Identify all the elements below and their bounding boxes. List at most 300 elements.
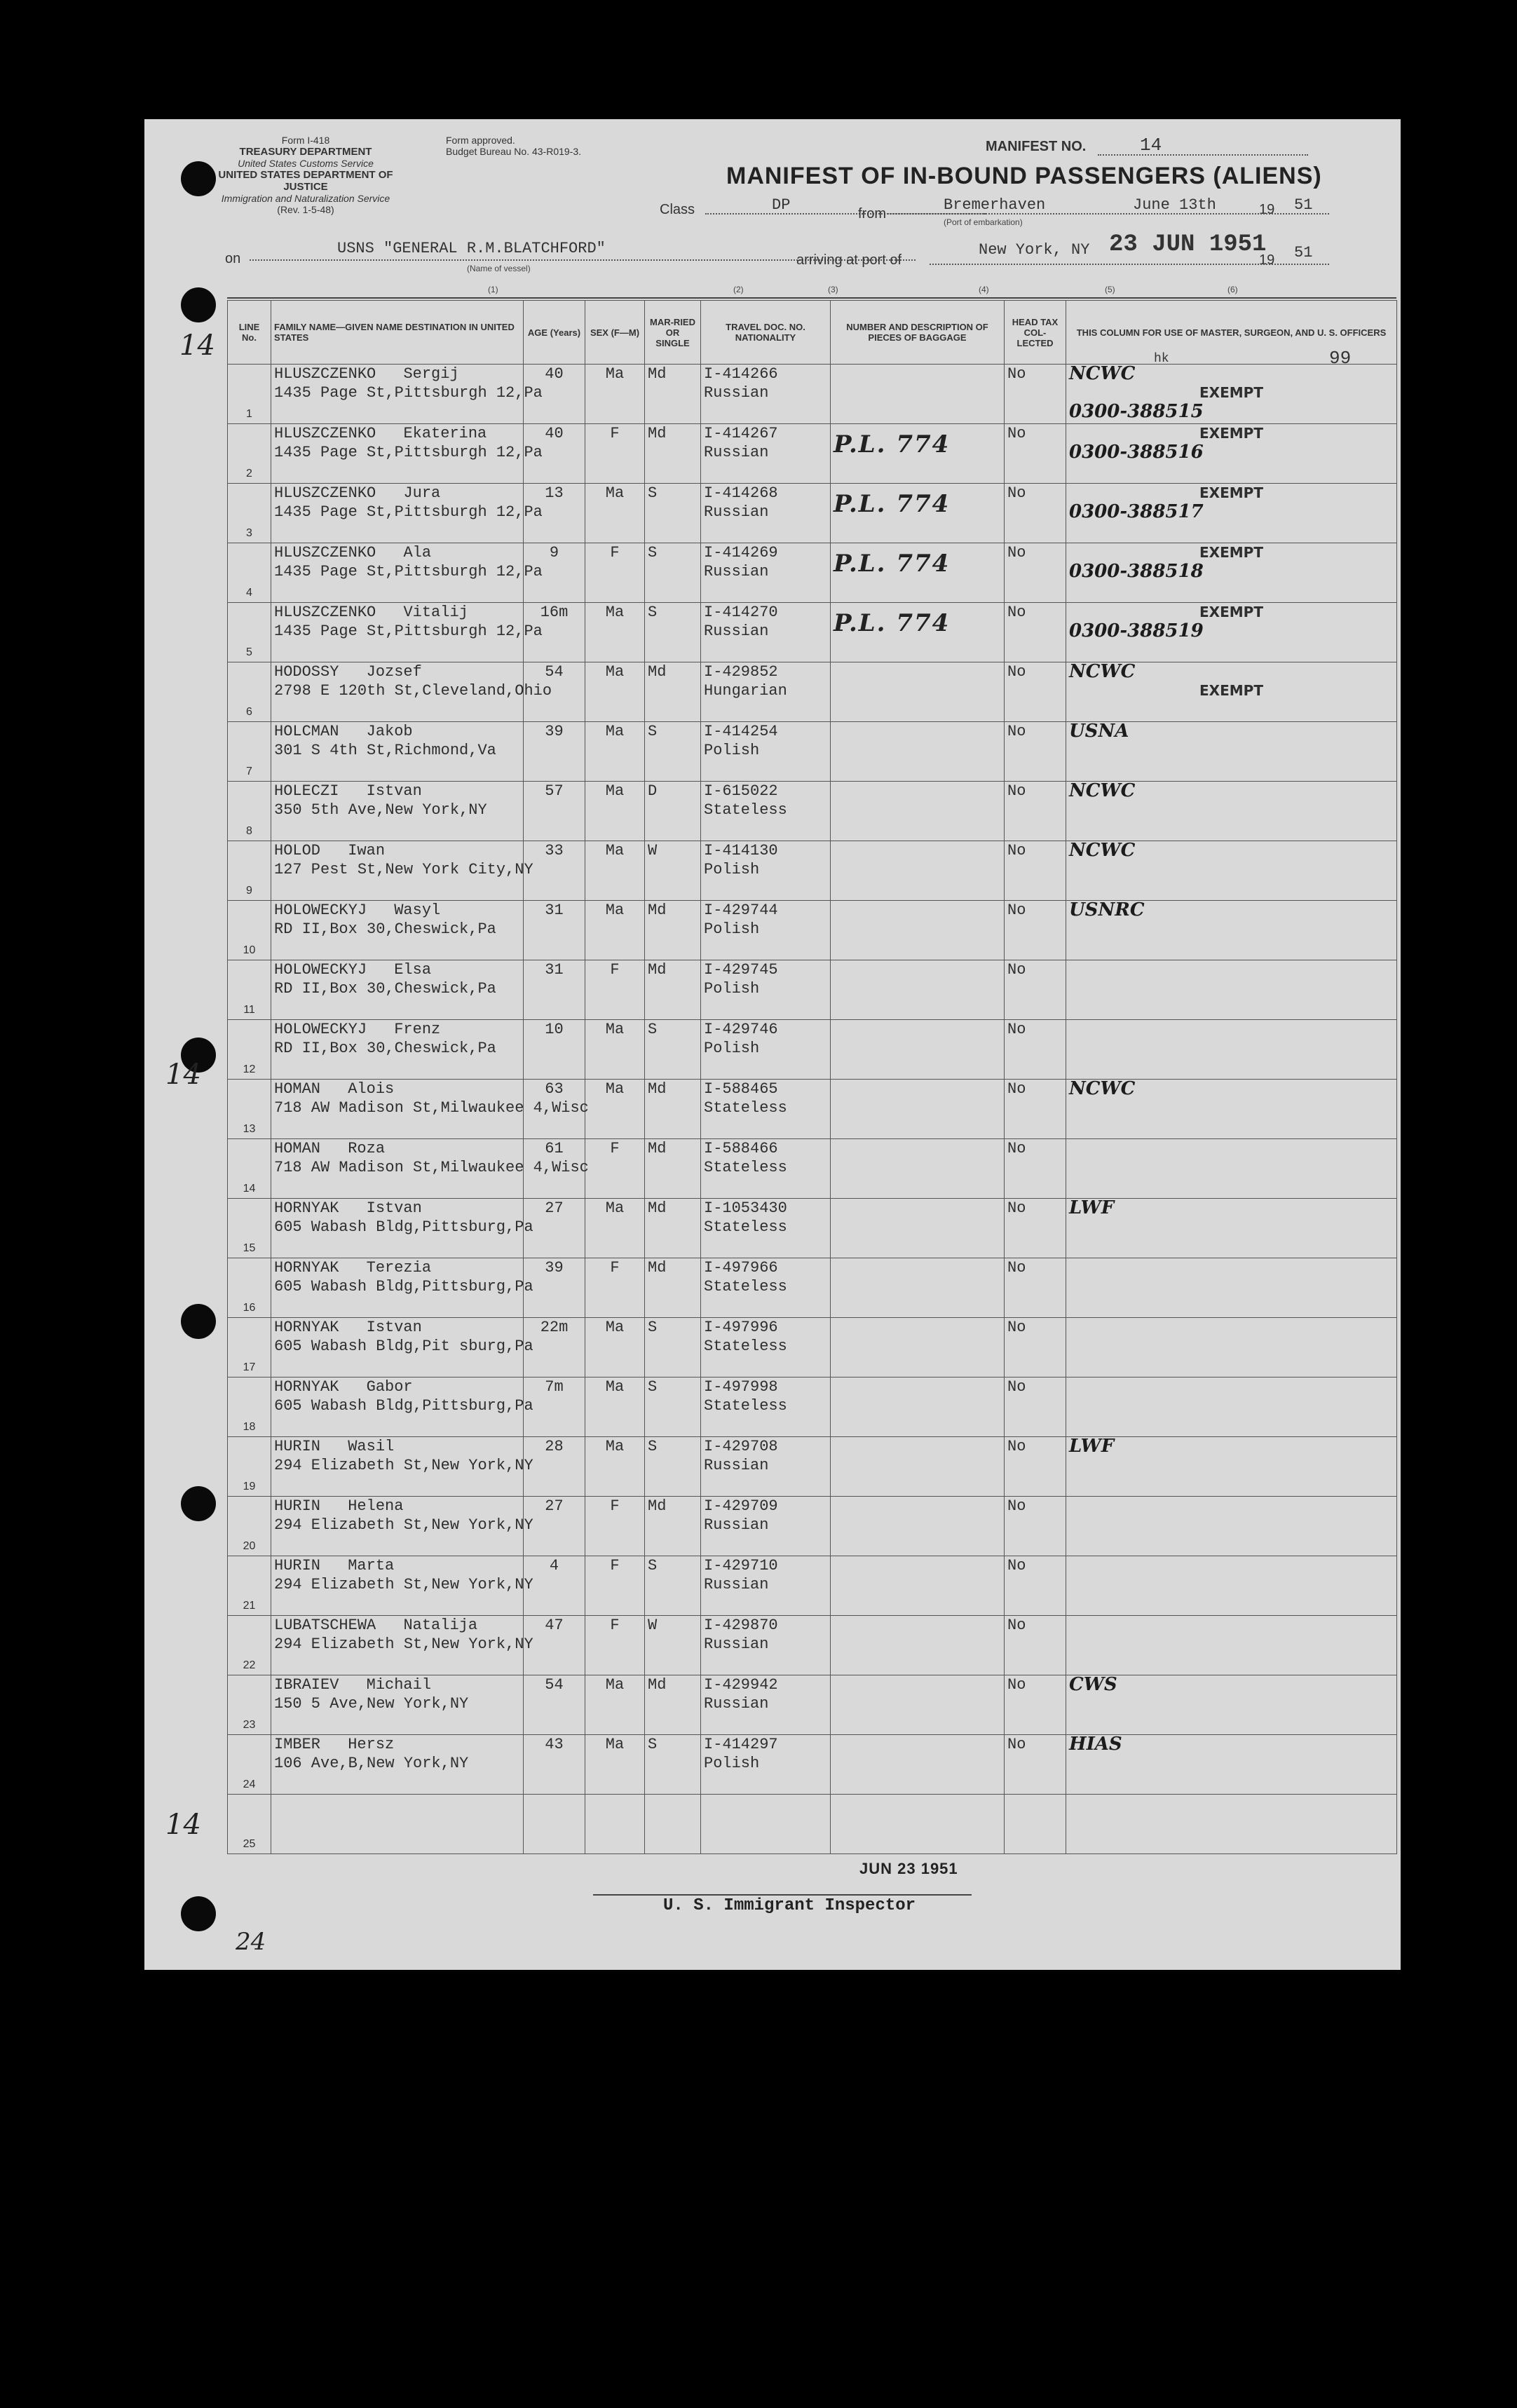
from-label: from: [858, 206, 886, 222]
line-number: 17: [228, 1318, 271, 1378]
officer-cell: [1066, 1735, 1397, 1795]
sex-cell: Ma: [585, 1080, 645, 1139]
doc-cell: [701, 1080, 831, 1139]
married-cell: S: [645, 603, 701, 662]
line-number: 5: [228, 603, 271, 662]
head-tax-cell: No: [1005, 1675, 1066, 1735]
given-name: Terezia: [366, 1259, 432, 1277]
family-name: IBRAIEV: [274, 1676, 339, 1694]
destination: 718 AW Madison St,Milwaukee 4,Wisc: [274, 1159, 589, 1176]
travel-doc-no: I-497998: [704, 1378, 778, 1396]
travel-doc-no: I-615022: [704, 782, 778, 800]
baggage-note: [834, 722, 1001, 733]
table-row: [228, 1199, 1397, 1258]
destination: 294 Elizabeth St,New York,NY: [274, 1516, 533, 1534]
age-cell: 4: [524, 1556, 585, 1616]
baggage-note: [834, 1080, 1001, 1091]
married-cell: Md: [645, 662, 701, 722]
family-name: HLUSZCZENKO: [274, 544, 376, 562]
hk-label: hk: [1154, 352, 1169, 366]
head-tax-cell: No: [1005, 901, 1066, 960]
given-name: Sergij: [403, 365, 459, 383]
nationality: Stateless: [704, 1159, 787, 1176]
head-tax-cell: No: [1005, 603, 1066, 662]
nationality: Russian: [704, 1695, 769, 1713]
given-name: Ala: [403, 544, 432, 562]
nationality: Russian: [704, 1516, 769, 1534]
given-name: Wasyl: [394, 902, 441, 919]
given-name: Michail: [366, 1676, 432, 1694]
hk-value: 99: [1329, 348, 1352, 369]
arrival-year-prefix: 19: [1259, 252, 1275, 268]
age-cell: 10: [524, 1020, 585, 1080]
name-cell: [271, 424, 543, 484]
nationality: Polish: [704, 1755, 760, 1772]
date-value: June 13th: [1133, 196, 1216, 214]
officer-cell: [1066, 1795, 1397, 1854]
head-tax-cell: No: [1005, 484, 1066, 543]
given-name: Elsa: [394, 961, 432, 979]
married-cell: S: [645, 484, 701, 543]
destination: RD II,Box 30,Cheswick,Pa: [274, 920, 496, 938]
manifest-no-value: 14: [1140, 135, 1162, 156]
officer-exempt: EXEMPT: [1199, 544, 1263, 561]
travel-doc-no: I-414254: [704, 723, 778, 740]
line-number: 20: [228, 1497, 271, 1556]
travel-doc-no: I-497966: [704, 1259, 778, 1277]
married-cell: Md: [645, 1199, 701, 1258]
officer-cell: [1066, 1497, 1397, 1556]
married-cell: [645, 1795, 701, 1854]
officer-agency: CWS: [1069, 1674, 1117, 1695]
head-tax-cell: No: [1005, 365, 1066, 424]
agency-justice: UNITED STATES DEPARTMENT OF JUSTICE: [218, 169, 393, 193]
table-row: [228, 960, 1397, 1020]
head-tax-cell: No: [1005, 1378, 1066, 1437]
name-cell: [271, 365, 543, 424]
line-number: 2: [228, 424, 271, 484]
officer-number: 0300-388519: [1069, 620, 1204, 641]
officer-agency: LWF: [1069, 1197, 1115, 1218]
baggage-cell: [831, 1616, 1005, 1675]
baggage-cell: [831, 1735, 1005, 1795]
punch-hole: [181, 1486, 216, 1521]
baggage-cell: [831, 1497, 1005, 1556]
family-name: HODOSSY: [274, 663, 339, 681]
form-number: Form I-418: [281, 135, 330, 146]
travel-doc-no: I-429870: [704, 1617, 778, 1634]
age-cell: 54: [524, 662, 585, 722]
baggage-cell: [831, 603, 1005, 662]
age-cell: 40: [524, 365, 585, 424]
destination: 718 AW Madison St,Milwaukee 4,Wisc: [274, 1099, 589, 1117]
officer-agency: USNA: [1069, 721, 1129, 742]
table-row: [228, 365, 1397, 424]
nationality: Russian: [704, 563, 769, 580]
destination: 127 Pest St,New York City,NY: [274, 861, 533, 878]
sex-cell: Ma: [585, 603, 645, 662]
baggage-cell: [831, 1020, 1005, 1080]
doc-cell: [701, 1318, 831, 1378]
head-tax-cell: No: [1005, 543, 1066, 603]
age-cell: 27: [524, 1497, 585, 1556]
baggage-cell: [831, 782, 1005, 841]
baggage-cell: [831, 1318, 1005, 1378]
table-row: [228, 722, 1397, 782]
travel-doc-no: I-1053430: [704, 1199, 787, 1217]
line-number: 10: [228, 901, 271, 960]
agency-treasury: TREASURY DEPARTMENT: [239, 146, 372, 158]
margin-note-bottom: 14: [165, 1809, 201, 1841]
destination: 301 S 4th St,Richmond,Va: [274, 742, 496, 759]
baggage-note: [834, 901, 1001, 912]
line-number: 13: [228, 1080, 271, 1139]
officer-cell: [1066, 1437, 1397, 1497]
family-name: HOLOWECKYJ: [274, 902, 367, 919]
nationality: Stateless: [704, 1397, 787, 1415]
officer-cell: [1066, 722, 1397, 782]
name-cell: [271, 1378, 533, 1437]
given-name: Wasil: [348, 1438, 395, 1455]
travel-doc-no: I-414297: [704, 1736, 778, 1753]
col-header-sex: SEX (F—M): [585, 301, 645, 365]
given-name: Jozsef: [366, 663, 422, 681]
head-tax-cell: No: [1005, 1020, 1066, 1080]
given-name: Marta: [348, 1557, 395, 1574]
travel-doc-no: I-429852: [704, 663, 778, 681]
nationality: Stateless: [704, 1278, 787, 1295]
baggage-note: [834, 1139, 1001, 1150]
head-tax-cell: No: [1005, 1616, 1066, 1675]
age-cell: 7m: [524, 1378, 585, 1437]
baggage-note: [834, 1735, 1001, 1746]
manifest-sheet: [144, 119, 1401, 1970]
baggage-note: [834, 1199, 1001, 1210]
married-cell: W: [645, 841, 701, 901]
nationality: Polish: [704, 742, 760, 759]
passenger-table: [227, 300, 1397, 1854]
family-name: HLUSZCZENKO: [274, 484, 376, 502]
age-cell: 33: [524, 841, 585, 901]
age-cell: 47: [524, 1616, 585, 1675]
sex-cell: F: [585, 1497, 645, 1556]
arriving-label: arriving at port of: [796, 252, 902, 268]
nationality: Stateless: [704, 1338, 787, 1355]
baggage-cell: [831, 484, 1005, 543]
officer-agency: NCWC: [1069, 661, 1136, 682]
sex-cell: F: [585, 543, 645, 603]
age-cell: 39: [524, 1258, 585, 1318]
name-cell: [271, 1258, 533, 1318]
table-row: [228, 543, 1397, 603]
nationality: Russian: [704, 1576, 769, 1593]
nationality: Hungarian: [704, 682, 787, 700]
arrival-stamp: 23 JUN 1951: [1109, 231, 1267, 258]
vessel-name: USNS "GENERAL R.M.BLATCHFORD": [337, 240, 606, 257]
head-tax-cell: No: [1005, 1556, 1066, 1616]
officer-cell: [1066, 1318, 1397, 1378]
married-cell: S: [645, 543, 701, 603]
doc-cell: [701, 1020, 831, 1080]
baggage-note: [834, 1258, 1001, 1270]
officer-agency: HIAS: [1069, 1734, 1122, 1755]
name-cell: [271, 603, 543, 662]
baggage-cell: [831, 722, 1005, 782]
arrival-year: 51: [1294, 244, 1313, 261]
travel-doc-no: I-414130: [704, 842, 778, 859]
baggage-cell: [831, 960, 1005, 1020]
baggage-note: [834, 1437, 1001, 1448]
travel-doc-no: I-588465: [704, 1080, 778, 1098]
travel-doc-no: I-429746: [704, 1021, 778, 1038]
officer-agency: NCWC: [1069, 363, 1136, 384]
given-name: Gabor: [366, 1378, 413, 1396]
travel-doc-no: I-497996: [704, 1319, 778, 1336]
given-name: Istvan: [366, 782, 422, 800]
travel-doc-no: I-414268: [704, 484, 778, 502]
table-row: [228, 1378, 1397, 1437]
col-header-baggage: NUMBER AND DESCRIPTION OF PIECES OF BAGGAGE: [831, 301, 1005, 365]
baggage-note: [834, 1020, 1001, 1031]
married-cell: Md: [645, 960, 701, 1020]
name-cell: [271, 662, 552, 722]
destination: 605 Wabash Bldg,Pittsburg,Pa: [274, 1278, 533, 1295]
sex-cell: F: [585, 960, 645, 1020]
embark-note: (Port of embarkation): [944, 217, 1023, 227]
name-cell: [271, 543, 543, 603]
col-num-1: (1): [488, 285, 498, 294]
table-row: [228, 901, 1397, 960]
head-tax-cell: No: [1005, 960, 1066, 1020]
name-cell: [271, 1675, 524, 1735]
officer-agency: NCWC: [1069, 780, 1136, 801]
family-name: HOLOWECKYJ: [274, 961, 367, 979]
arrival-line: [930, 264, 1329, 265]
doc-cell: [701, 1199, 831, 1258]
given-name: Natalija: [403, 1617, 478, 1634]
baggage-note: [834, 1497, 1001, 1508]
family-name: HOLOWECKYJ: [274, 1021, 367, 1038]
head-tax-cell: No: [1005, 424, 1066, 484]
line-number: 24: [228, 1735, 271, 1795]
doc-cell: [701, 424, 831, 484]
travel-doc-no: I-429710: [704, 1557, 778, 1574]
agency-justice-sub: Immigration and Naturalization Service: [221, 193, 390, 204]
sex-cell: Ma: [585, 722, 645, 782]
col-header-age: AGE (Years): [524, 301, 585, 365]
married-cell: S: [645, 1020, 701, 1080]
married-cell: Md: [645, 365, 701, 424]
doc-cell: [701, 1139, 831, 1199]
table-row: [228, 1497, 1397, 1556]
baggage-note: [834, 1675, 1001, 1687]
name-cell: [271, 1199, 533, 1258]
line-number: 18: [228, 1378, 271, 1437]
margin-note-top: 14: [179, 329, 215, 362]
age-cell: 54: [524, 1675, 585, 1735]
officer-cell: [1066, 960, 1397, 1020]
baggage-note: [834, 1556, 1001, 1567]
name-cell: [271, 1020, 524, 1080]
doc-cell: [701, 841, 831, 901]
officer-number: 0300-388518: [1069, 561, 1204, 582]
married-cell: Md: [645, 1675, 701, 1735]
officer-cell: [1066, 543, 1397, 603]
manifest-no-line: [1098, 154, 1308, 156]
officer-cell: [1066, 603, 1397, 662]
table-row: [228, 1675, 1397, 1735]
travel-doc-no: I-588466: [704, 1140, 778, 1157]
name-cell: [271, 1735, 524, 1795]
destination: 605 Wabash Bldg,Pittsburg,Pa: [274, 1397, 533, 1415]
baggage-note: P.L. 774: [834, 609, 951, 637]
baggage-note: [834, 365, 1001, 376]
married-cell: S: [645, 722, 701, 782]
table-row: [228, 782, 1397, 841]
travel-doc-no: I-429744: [704, 902, 778, 919]
given-name: Jura: [403, 484, 441, 502]
married-cell: Md: [645, 424, 701, 484]
age-cell: 22m: [524, 1318, 585, 1378]
doc-cell: [701, 543, 831, 603]
family-name: HURIN: [274, 1497, 321, 1515]
baggage-note: [834, 841, 1001, 852]
table-row: [228, 1616, 1397, 1675]
doc-cell: [701, 1437, 831, 1497]
married-cell: S: [645, 1735, 701, 1795]
manifest-no-label: MANIFEST NO.: [986, 139, 1087, 154]
header-rule: [227, 297, 1396, 299]
nationality: Russian: [704, 1635, 769, 1653]
officer-exempt: EXEMPT: [1199, 682, 1263, 699]
doc-cell: [701, 1556, 831, 1616]
travel-doc-no: I-429942: [704, 1676, 778, 1694]
baggage-note: [834, 1378, 1001, 1389]
destination: RD II,Box 30,Cheswick,Pa: [274, 980, 496, 998]
travel-doc-no: I-414267: [704, 425, 778, 442]
col-header-head-tax: HEAD TAX COL-LECTED: [1005, 301, 1066, 365]
name-cell: [271, 1556, 533, 1616]
given-name: Frenz: [394, 1021, 441, 1038]
baggage-cell: [831, 841, 1005, 901]
doc-cell: [701, 603, 831, 662]
table-row: [228, 1735, 1397, 1795]
head-tax-cell: No: [1005, 1735, 1066, 1795]
margin-note-middle: 14: [165, 1059, 201, 1091]
name-cell: [271, 484, 543, 543]
sex-cell: Ma: [585, 662, 645, 722]
name-cell: [271, 782, 524, 841]
married-cell: Md: [645, 1258, 701, 1318]
destination: 294 Elizabeth St,New York,NY: [274, 1457, 533, 1474]
sex-cell: F: [585, 1556, 645, 1616]
baggage-cell: [831, 901, 1005, 960]
line-number: 22: [228, 1616, 271, 1675]
nationality: Russian: [704, 384, 769, 402]
baggage-cell: [831, 662, 1005, 722]
nationality: Stateless: [704, 801, 787, 819]
family-name: HURIN: [274, 1438, 321, 1455]
baggage-cell: [831, 1556, 1005, 1616]
family-name: HURIN: [274, 1557, 321, 1574]
married-cell: S: [645, 1556, 701, 1616]
given-name: Jakob: [366, 723, 413, 740]
name-cell: [271, 1437, 533, 1497]
baggage-cell: [831, 365, 1005, 424]
sex-cell: Ma: [585, 1378, 645, 1437]
married-cell: S: [645, 1378, 701, 1437]
line-number: 7: [228, 722, 271, 782]
married-cell: D: [645, 782, 701, 841]
head-tax-cell: No: [1005, 782, 1066, 841]
family-name: HORNYAK: [274, 1319, 339, 1336]
officer-agency: NCWC: [1069, 840, 1136, 861]
line-number: 9: [228, 841, 271, 901]
officer-exempt: EXEMPT: [1199, 384, 1263, 401]
manifest-title: MANIFEST OF IN-BOUND PASSENGERS (ALIENS): [726, 163, 1322, 189]
destination: 605 Wabash Bldg,Pittsburg,Pa: [274, 1218, 533, 1236]
col-num-5: (5): [1105, 285, 1115, 294]
line-number: 16: [228, 1258, 271, 1318]
destination: 294 Elizabeth St,New York,NY: [274, 1635, 533, 1653]
form-approved: Form approved.: [446, 135, 515, 146]
line-number: 15: [228, 1199, 271, 1258]
given-name: Alois: [348, 1080, 395, 1098]
officer-cell: [1066, 1020, 1397, 1080]
nationality: Polish: [704, 920, 760, 938]
col-num-3: (3): [828, 285, 838, 294]
nationality: Polish: [704, 980, 760, 998]
destination: 1435 Page St,Pittsburgh 12,Pa: [274, 503, 543, 521]
name-cell: [271, 1318, 533, 1378]
officer-cell: [1066, 365, 1397, 424]
nationality: Russian: [704, 503, 769, 521]
married-cell: Md: [645, 901, 701, 960]
sex-cell: Ma: [585, 1020, 645, 1080]
year-prefix: 19: [1259, 202, 1275, 217]
doc-cell: [701, 1675, 831, 1735]
sex-cell: F: [585, 1139, 645, 1199]
officer-cell: [1066, 1258, 1397, 1318]
family-name: HOLECZI: [274, 782, 339, 800]
given-name: Hersz: [348, 1736, 395, 1753]
baggage-note: [834, 662, 1001, 674]
age-cell: 27: [524, 1199, 585, 1258]
officer-cell: [1066, 1675, 1397, 1735]
married-cell: S: [645, 1437, 701, 1497]
vessel-note: (Name of vessel): [467, 264, 531, 273]
table-row: [228, 603, 1397, 662]
destination: 1435 Page St,Pittsburgh 12,Pa: [274, 623, 543, 640]
line-number: 25: [228, 1795, 271, 1854]
officer-cell: [1066, 484, 1397, 543]
arrival-port: New York, NY: [979, 241, 1090, 259]
col-num-4: (4): [979, 285, 989, 294]
line-number: 1: [228, 365, 271, 424]
class-label: Class: [660, 202, 695, 217]
officer-cell: [1066, 1556, 1397, 1616]
line-number: 11: [228, 960, 271, 1020]
travel-doc-no: I-414266: [704, 365, 778, 383]
baggage-note: [834, 960, 1001, 972]
officer-cell: [1066, 662, 1397, 722]
line-number: 6: [228, 662, 271, 722]
punch-hole: [181, 287, 216, 322]
approval-block: [446, 135, 600, 157]
col-header-line: LINE No.: [228, 301, 271, 365]
family-name: HORNYAK: [274, 1199, 339, 1217]
date-stamp: JUN 23 1951: [859, 1860, 958, 1877]
